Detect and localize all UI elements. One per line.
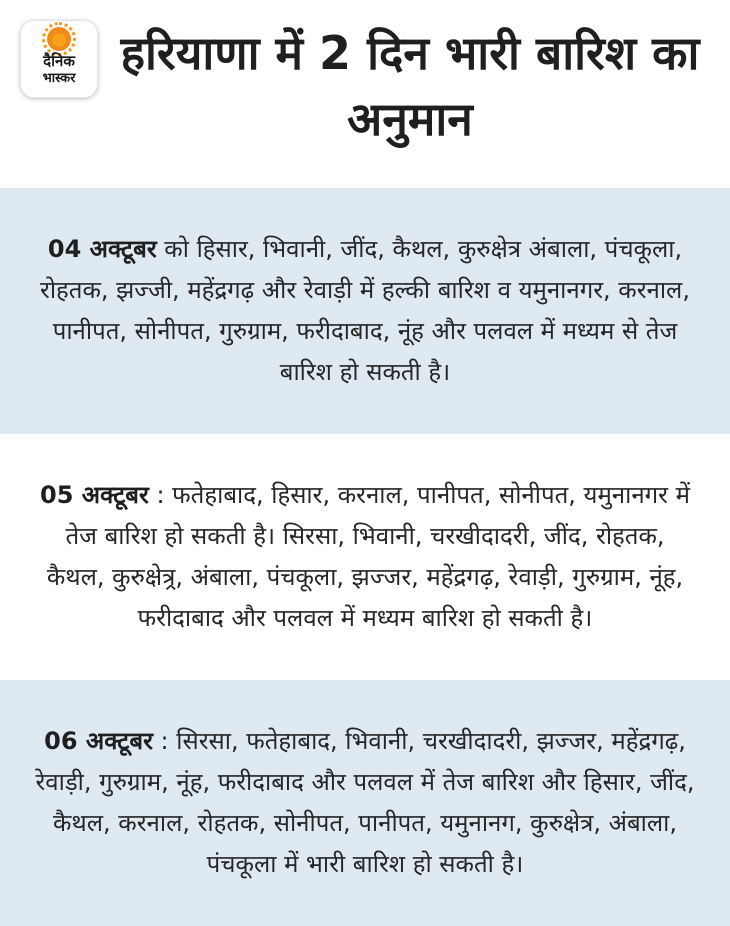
dainik-bhaskar-logo <box>20 20 98 98</box>
logo-line-2: भास्कर <box>42 71 76 86</box>
forecast-body: को हिसार, भिवानी, जींद, कैथल, कुरुक्षेत्र अंबाला, पंचकूला, रोहतक, झज्जी, महेंद्रगढ़ और रेवाड़ी में हल्की बारिश व यमुनानगर, करनाल, पानीपत, सोनीपत, गुरुग्राम, फरीदाबाद, नूंह और पलवल में मध्यम से तेज बारिश हो सकती है। <box>40 235 690 386</box>
forecast-text <box>34 721 696 885</box>
forecast-body: : फतेहाबाद, हिसार, करनाल, पानीपत, सोनीपत, यमुनानगर में तेज बारिश हो सकती है। सिरसा, भिवानी, चरखीदादरी, जींद, रोहतक, कैथल, कुरुक्षेत्र्र, अंबाला, पंचकूला, झज्जर, महेंद्रगढ़, रेवाड़ी, गुरुग्राम, नूंह, फरीदाबाद और पलवल में मध्यम बारिश हो सकती है। <box>46 481 690 632</box>
forecast-text <box>34 229 696 393</box>
forecast-text <box>34 475 696 639</box>
forecast-block-oct-06 <box>0 680 730 926</box>
header <box>0 0 730 188</box>
forecast-date: 04 अक्टूबर <box>47 235 157 263</box>
forecast-block-oct-05 <box>0 434 730 680</box>
forecast-body: : सिरसा, फतेहाबाद, भिवानी, चरखीदादरी, झज्जर, महेंद्रगढ़, रेवाड़ी, गुरुग्राम, नूंह, फरीदाबाद और पलवल में तेज बारिश और हिसार, जींद, कैथल, करनाल, रोहतक, सोनीपत, पानीपत, यमुनानग, कुरुक्षेत्र, अंबाला, पंचकूला में भारी बारिश हो सकती है। <box>35 727 695 878</box>
page-title: हरियाणा में 2 दिन भारी बारिश का अनुमान <box>120 26 700 146</box>
logo-line-1: दैनिक <box>43 52 75 70</box>
forecast-date: 06 अक्टूबर <box>44 727 153 755</box>
forecast-date: 05 अक्टूबर <box>40 481 149 509</box>
sun-icon <box>47 27 71 51</box>
forecast-block-oct-04 <box>0 188 730 434</box>
